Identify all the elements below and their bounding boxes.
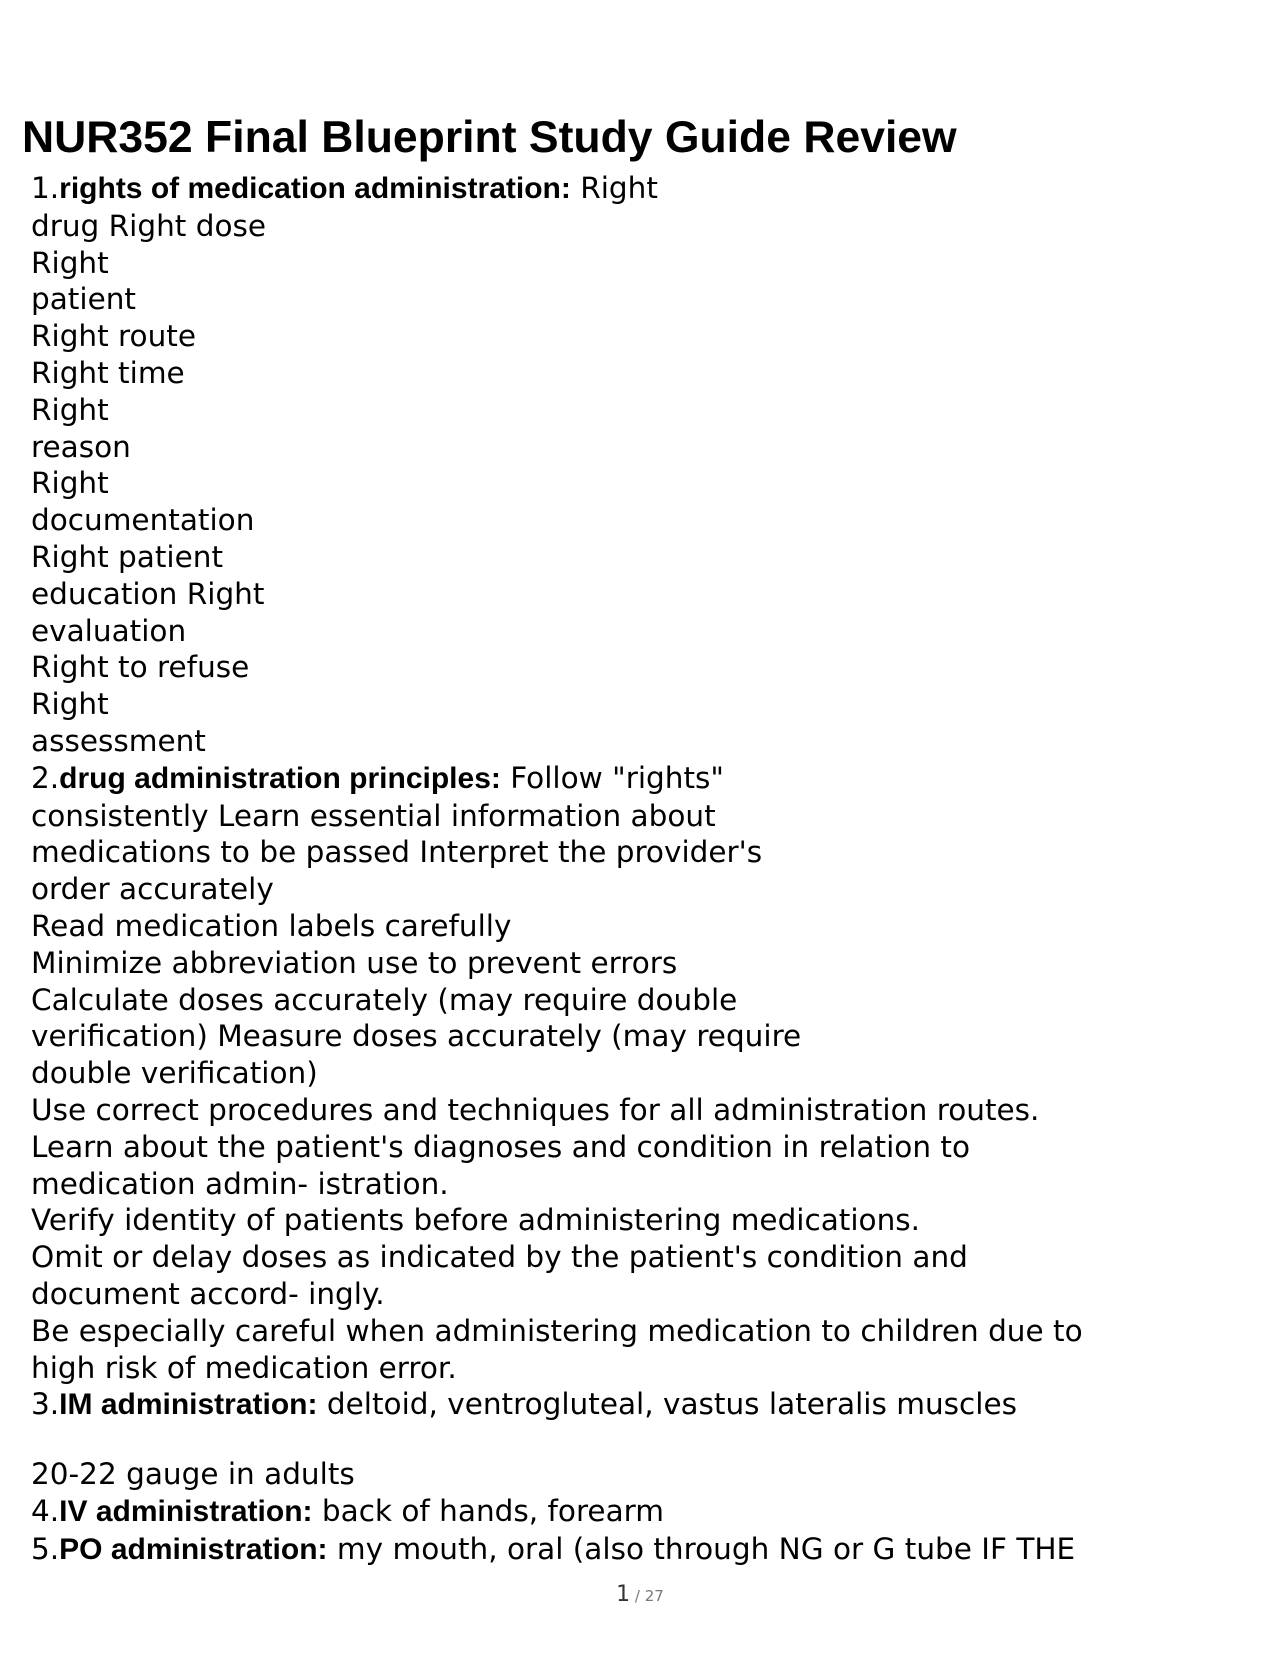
item-definition: deltoid, ventrogluteal, vastus lateralis muscles xyxy=(317,1387,1017,1422)
item-line: Learn about the patient's diagnoses and condition in relation to xyxy=(31,1129,971,1164)
page-indicator xyxy=(0,1582,1280,1607)
item-term: rights of medication administration: xyxy=(59,172,571,205)
item-line: documentation xyxy=(31,503,255,538)
item-line: drug Right dose xyxy=(31,208,267,243)
study-item xyxy=(31,760,1251,1387)
item-term: IM administration: xyxy=(59,1388,318,1422)
total-pages: / 27 xyxy=(630,1587,664,1605)
item-heading-line xyxy=(31,1493,1251,1531)
item-definition: Right xyxy=(570,171,658,205)
item-number: 5. xyxy=(31,1531,60,1566)
item-line: evaluation xyxy=(31,613,187,648)
item-line: Read medication labels carefully xyxy=(31,908,512,943)
item-line: reason xyxy=(31,429,131,464)
blank-line xyxy=(31,1424,1251,1456)
item-line: Right xyxy=(31,466,109,501)
study-item xyxy=(31,1493,1251,1531)
item-line: consistently Learn essential information about xyxy=(31,798,716,833)
item-line: Minimize abbreviation use to prevent errors xyxy=(31,945,678,980)
item-line: medication admin- istration. xyxy=(31,1166,449,1201)
item-line: Right route xyxy=(31,319,197,354)
item-number: 2. xyxy=(31,760,60,795)
item-heading-line xyxy=(31,1531,1251,1569)
item-term: drug administration principles: xyxy=(59,761,501,795)
item-term: IV administration: xyxy=(59,1494,313,1528)
item-term: PO administration: xyxy=(59,1532,328,1566)
item-line: medications to be passed Interpret the provider's xyxy=(31,835,763,870)
item-line: patient xyxy=(31,282,136,317)
item-heading-line xyxy=(31,170,1251,208)
item-line: 20-22 gauge in adults xyxy=(31,1457,355,1492)
item-definition: back of hands, forearm xyxy=(312,1493,664,1528)
item-heading-line xyxy=(31,760,1251,798)
item-line: Right time xyxy=(31,355,185,390)
item-number: 3. xyxy=(31,1387,60,1422)
item-line: high risk of medication error. xyxy=(31,1350,457,1385)
study-item xyxy=(31,1386,1251,1493)
item-number: 4. xyxy=(31,1493,60,1528)
current-page-number: 1 xyxy=(616,1582,631,1607)
item-line: double verification) xyxy=(31,1056,318,1091)
item-line: Be especially careful when administering medication to children due to xyxy=(31,1313,1083,1348)
item-line: assessment xyxy=(31,723,206,758)
item-definition: my mouth, oral (also through NG or G tube IF THE xyxy=(327,1531,1076,1566)
item-line: Omit or delay doses as indicated by the patient's condition and xyxy=(31,1240,968,1275)
item-line: Right xyxy=(31,245,109,280)
item-line: verification) Measure doses accurately (may require xyxy=(31,1019,802,1054)
item-heading-line xyxy=(31,1386,1251,1424)
study-item xyxy=(31,1531,1251,1569)
page-title: NUR352 Final Blueprint Study Guide Review xyxy=(22,113,957,162)
item-line: Right xyxy=(31,392,109,427)
study-guide-content xyxy=(31,170,1251,1568)
item-number: 1. xyxy=(31,171,60,205)
item-line: Right xyxy=(31,687,109,722)
item-definition: Follow "rights" xyxy=(500,760,724,795)
item-line: Right patient xyxy=(31,539,224,574)
study-item xyxy=(31,170,1251,760)
item-line: Use correct procedures and techniques for all administration routes. xyxy=(31,1092,1040,1127)
item-line: Verify identity of patients before administering medications. xyxy=(31,1203,921,1238)
item-line: education Right xyxy=(31,576,265,611)
item-line: Calculate doses accurately (may require double xyxy=(31,982,738,1017)
item-line: Right to refuse xyxy=(31,650,250,685)
item-line: order accurately xyxy=(31,872,274,907)
item-line: document accord- ingly. xyxy=(31,1276,385,1311)
